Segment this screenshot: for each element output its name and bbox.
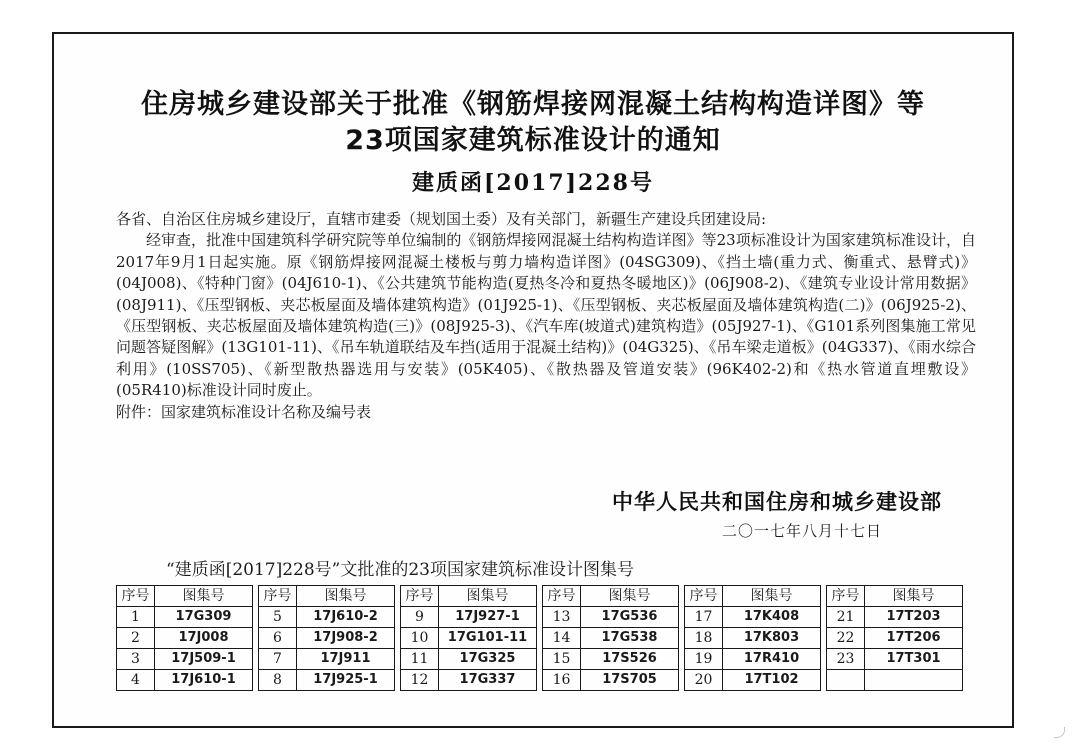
atlas-code-cell: 17J008 bbox=[155, 628, 253, 649]
table-row bbox=[117, 607, 963, 628]
serial-number-cell: 8 bbox=[259, 670, 297, 691]
header-serial-number: 序号 bbox=[685, 586, 723, 607]
document-title-line-1: 住房城乡建设部关于批准《钢筋焊接网混凝土结构构造详图》等 bbox=[141, 89, 925, 120]
header-atlas-code: 图集号 bbox=[439, 586, 537, 607]
table-row bbox=[117, 628, 963, 649]
serial-number-cell bbox=[827, 670, 865, 691]
atlas-code-cell: 17G101-11 bbox=[439, 628, 537, 649]
atlas-code-cell: 17J908-2 bbox=[297, 628, 395, 649]
atlas-code-cell: 17J925-1 bbox=[297, 670, 395, 691]
header-atlas-code: 图集号 bbox=[297, 586, 395, 607]
attachment-line: 附件：国家建筑标准设计名称及编号表 bbox=[116, 402, 372, 421]
document-number: 建质函[2017]228号 bbox=[412, 170, 654, 196]
atlas-code-cell: 17T206 bbox=[865, 628, 963, 649]
serial-number-cell: 1 bbox=[117, 607, 155, 628]
table-row bbox=[117, 649, 963, 670]
atlas-code-cell: 17K408 bbox=[723, 607, 821, 628]
serial-number-cell: 23 bbox=[827, 649, 865, 670]
serial-number-cell: 10 bbox=[401, 628, 439, 649]
serial-number-cell: 9 bbox=[401, 607, 439, 628]
notice-body bbox=[116, 209, 976, 423]
serial-number-cell: 14 bbox=[543, 628, 581, 649]
serial-number-cell: 13 bbox=[543, 607, 581, 628]
header-serial-number: 序号 bbox=[543, 586, 581, 607]
atlas-code-cell: 17J509-1 bbox=[155, 649, 253, 670]
header-atlas-code: 图集号 bbox=[723, 586, 821, 607]
serial-number-cell: 18 bbox=[685, 628, 723, 649]
header-serial-number: 序号 bbox=[401, 586, 439, 607]
table-header-row bbox=[117, 586, 963, 607]
issuing-authority: 中华人民共和国住房和城乡建设部 bbox=[612, 490, 942, 514]
serial-number-cell: 22 bbox=[827, 628, 865, 649]
atlas-code-cell: 17S526 bbox=[581, 649, 679, 670]
serial-number-cell: 19 bbox=[685, 649, 723, 670]
serial-number-cell: 7 bbox=[259, 649, 297, 670]
table-row bbox=[117, 670, 963, 691]
atlas-code-cell: 17J610-1 bbox=[155, 670, 253, 691]
document-frame bbox=[52, 32, 1014, 728]
salutation: 各省、自治区住房城乡建设厅，直辖市建委（规划国土委）及有关部门，新疆生产建设兵团建设局: bbox=[116, 210, 767, 228]
atlas-code-cell: 17G536 bbox=[581, 607, 679, 628]
serial-number-cell: 2 bbox=[117, 628, 155, 649]
document-title-line-2: 23项国家建筑标准设计的通知 bbox=[345, 125, 721, 156]
serial-number-cell: 21 bbox=[827, 607, 865, 628]
header-serial-number: 序号 bbox=[117, 586, 155, 607]
atlas-code-cell: 17K803 bbox=[723, 628, 821, 649]
atlas-code-cell: 17T301 bbox=[865, 649, 963, 670]
notice-paragraph: 经审查，批准中国建筑科学研究院等单位编制的《钢筋焊接网混凝土结构构造详图》等23项标准设计为国家建筑标准设计，自2017年9月1日起实施。原《钢筋焊接网混凝土楼板与剪力墙构造详图》(04SG309)、《挡土墙(重力式、衡重式、悬臂式)》(04J008)、《特种门窗》(04J610-1)、《公共建筑节能构造(夏热冬冷和夏热冬暖地区)》(06J908-2)、《建筑专业设计常用数据》(08J911)、《压型钢板、夹芯板屋面及墙体建筑构造》(01J925-1)、《压型钢板、夹芯板屋面及墙体建筑构造(二)》(06J925-2)、《压型钢板、夹芯板屋面及墙体建筑构造(三)》(08J925-3)、《汽车库(坡道式)建筑构造》(05J927-1)、《G101系列图集施工常见问题答疑图解》(13G101-11)、《吊车轨道联结及车挡(适用于混凝土结构)》(04G325)、《吊车梁走道板》(04G337)、《雨水综合利用》(10SS705)、《新型散热器选用与安装》(05K405)、《散热器及管道安装》(96K402-2)和《热水管道直埋敷设》(05R410)标准设计同时废止。 bbox=[116, 231, 976, 400]
header-atlas-code: 图集号 bbox=[155, 586, 253, 607]
atlas-code-cell bbox=[865, 670, 963, 691]
atlas-code-cell: 17R410 bbox=[723, 649, 821, 670]
serial-number-cell: 20 bbox=[685, 670, 723, 691]
atlas-code-cell: 17G337 bbox=[439, 670, 537, 691]
issue-date: 二〇一七年八月十七日 bbox=[722, 522, 883, 540]
atlas-code-cell: 17S705 bbox=[581, 670, 679, 691]
serial-number-cell: 11 bbox=[401, 649, 439, 670]
serial-number-cell: 15 bbox=[543, 649, 581, 670]
serial-number-cell: 5 bbox=[259, 607, 297, 628]
atlas-code-cell: 17J610-2 bbox=[297, 607, 395, 628]
standards-code-table bbox=[116, 585, 963, 691]
atlas-code-cell: 17G538 bbox=[581, 628, 679, 649]
table-caption: “建质函[2017]228号”文批准的23项国家建筑标准设计图集号 bbox=[166, 560, 634, 580]
serial-number-cell: 12 bbox=[401, 670, 439, 691]
header-serial-number: 序号 bbox=[259, 586, 297, 607]
corner-mark bbox=[1054, 727, 1065, 738]
atlas-code-cell: 17G325 bbox=[439, 649, 537, 670]
serial-number-cell: 4 bbox=[117, 670, 155, 691]
header-atlas-code: 图集号 bbox=[865, 586, 963, 607]
serial-number-cell: 3 bbox=[117, 649, 155, 670]
atlas-code-cell: 17T102 bbox=[723, 670, 821, 691]
atlas-code-cell: 17T203 bbox=[865, 607, 963, 628]
serial-number-cell: 17 bbox=[685, 607, 723, 628]
header-atlas-code: 图集号 bbox=[581, 586, 679, 607]
atlas-code-cell: 17J911 bbox=[297, 649, 395, 670]
atlas-code-cell: 17G309 bbox=[155, 607, 253, 628]
serial-number-cell: 6 bbox=[259, 628, 297, 649]
header-serial-number: 序号 bbox=[827, 586, 865, 607]
serial-number-cell: 16 bbox=[543, 670, 581, 691]
atlas-code-cell: 17J927-1 bbox=[439, 607, 537, 628]
